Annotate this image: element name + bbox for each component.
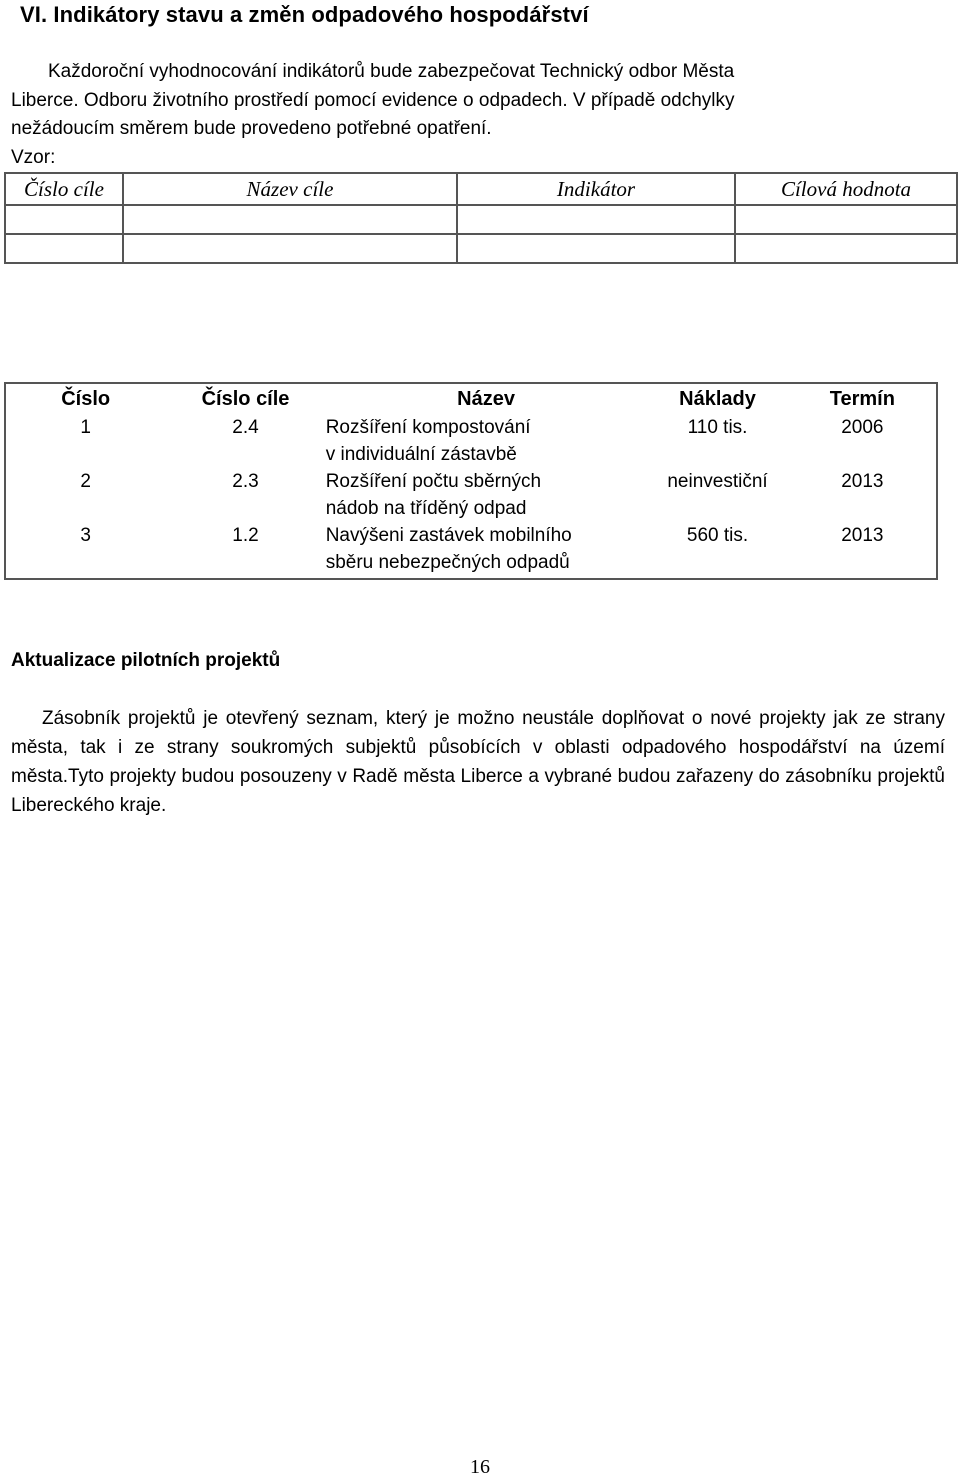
- empty-cell: [457, 205, 735, 234]
- header-name: Název: [326, 383, 647, 414]
- header-goal-name: Název cíle: [123, 173, 457, 205]
- row-deadline: 2006: [841, 417, 884, 438]
- header-costs: Náklady: [646, 383, 788, 414]
- header-goal-number: Číslo cíle: [5, 173, 123, 205]
- intro-line: Liberce. Odboru životního prostředí pomocí evidence o odpadech. V případě odchylky: [11, 89, 735, 111]
- row-deadline: 2013: [789, 522, 937, 579]
- header-number: Číslo: [5, 383, 165, 414]
- intro-paragraph: [11, 58, 891, 172]
- row-deadline: 2013: [841, 471, 884, 492]
- empty-cell: [5, 234, 123, 263]
- row-name-line: sběru nebezpečných odpadů: [325, 552, 570, 573]
- row-cost: neinvestiční: [667, 471, 768, 492]
- template-table-row: [5, 205, 957, 234]
- header-deadline: Termín: [789, 383, 937, 414]
- table-row: [5, 468, 937, 522]
- intro-line: Každoroční vyhodnocování indikátorů bude zabezpečovat Technický odbor Města: [48, 61, 735, 82]
- row-name: [326, 468, 647, 522]
- empty-cell: [5, 205, 123, 234]
- row-number: 2: [80, 471, 91, 492]
- measures-table-header-row: [5, 383, 937, 414]
- header-target-value: Cílová hodnota: [735, 173, 957, 205]
- row-cost: 560 tis.: [646, 522, 788, 579]
- row-name-line: Navýšeni zastávek mobilního: [325, 525, 572, 546]
- page-heading: VI. Indikátory stavu a změn odpadového hospodářství: [20, 2, 589, 27]
- row-name-line: v individuální zástavbě: [325, 444, 517, 465]
- intro-line: nežádoucím směrem bude provedeno potřebné opatření.: [11, 118, 492, 139]
- header-indicator: Indikátor: [457, 173, 735, 205]
- row-name-line: nádob na tříděný odpad: [325, 498, 527, 519]
- empty-cell: [735, 205, 957, 234]
- template-label: Vzor:: [11, 146, 56, 168]
- row-name-line: Rozšíření kompostování: [325, 417, 531, 438]
- table-row: [5, 522, 937, 579]
- row-name: [326, 522, 647, 579]
- measures-table: [4, 382, 938, 580]
- table-row: [5, 414, 937, 468]
- row-goal-number: 2.4: [232, 417, 259, 438]
- row-name: [326, 414, 647, 468]
- row-goal-number: 2.3: [232, 471, 259, 492]
- row-goal-number: 1.2: [165, 522, 325, 579]
- template-table-row: [5, 234, 957, 263]
- template-table: [4, 172, 958, 264]
- header-goal-number: Číslo cíle: [165, 383, 325, 414]
- row-number: 1: [80, 417, 91, 438]
- empty-cell: [123, 205, 457, 234]
- empty-cell: [735, 234, 957, 263]
- row-number: 3: [5, 522, 165, 579]
- row-name-line: Rozšíření počtu sběrných: [325, 471, 542, 492]
- section-paragraph: Zásobník projektů je otevřený seznam, který je možno neustále doplňovat o nové projekty jak ze strany města, tak i ze strany soukromých subjektů působících v oblasti odpadového hospodářství na území města.Tyto projekty budou posouzeny v Radě města Liberce a vybrané budou zařazeny do zásobníku projektů Libereckého kraje.: [11, 708, 945, 816]
- empty-cell: [457, 234, 735, 263]
- section-title: Aktualizace pilotních projektů: [11, 650, 281, 671]
- page-number: 16: [470, 1456, 490, 1478]
- empty-cell: [123, 234, 457, 263]
- template-table-header-row: [5, 173, 957, 205]
- row-cost: 110 tis.: [687, 417, 748, 438]
